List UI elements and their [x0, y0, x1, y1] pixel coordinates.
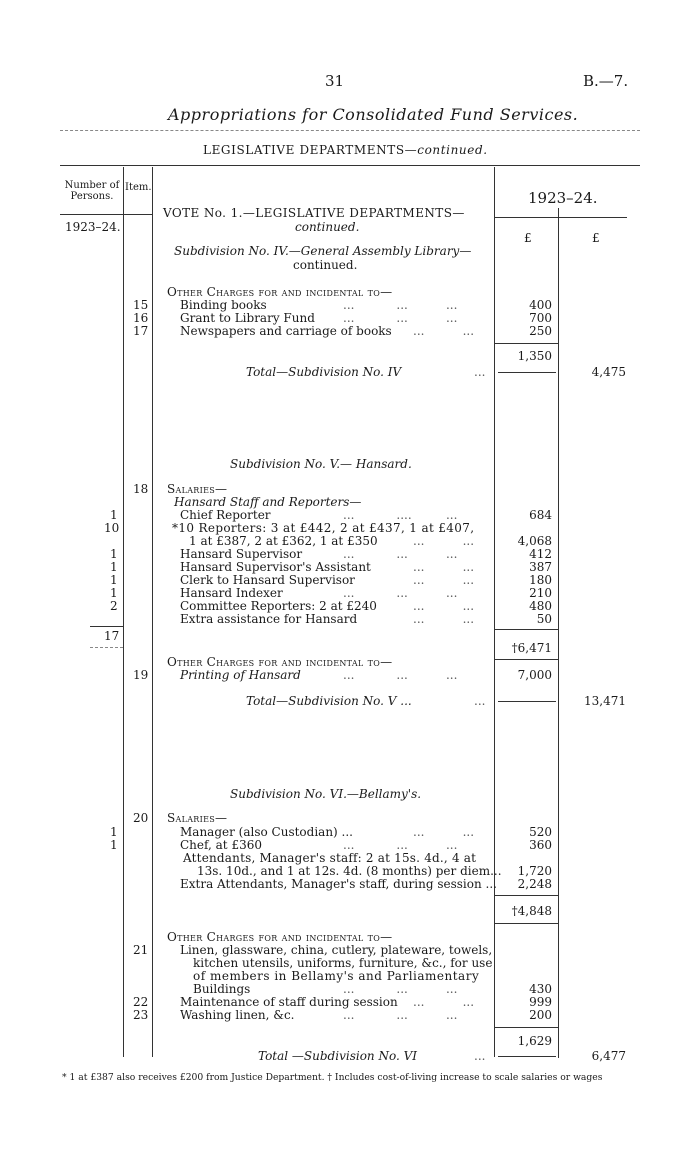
- leader-dots: ... ... ...: [343, 838, 458, 852]
- year-right-header: 1923–24.: [528, 189, 598, 207]
- year-header-rule: [494, 217, 627, 218]
- sub4-label-16: Grant to Library Fund: [180, 311, 315, 325]
- sub4-heading-cont: continued.: [293, 258, 358, 272]
- sub5-persons-assistant: 1: [110, 560, 118, 574]
- sub6-item23-label: Washing linen, &c.: [180, 1008, 295, 1022]
- sub6-total-rule: [498, 1056, 556, 1057]
- sub5-amount-committee: 480: [529, 599, 552, 613]
- leader-dots: ... ... ...: [343, 668, 458, 682]
- sub4-heading: Subdivision No. IV.—General Assembly Library—: [174, 244, 472, 258]
- leader-dots: ... .... ...: [343, 508, 458, 522]
- sub5-persons-indexer: 1: [110, 586, 118, 600]
- sub5-staff-heading: Hansard Staff and Reporters—: [174, 495, 362, 509]
- leader-dots: ... ...: [413, 599, 475, 613]
- sub5-sum-rule-2: [494, 659, 558, 660]
- sub5-persons-rule: [90, 626, 123, 627]
- pound-sign-2: £: [592, 231, 600, 245]
- sub6-item21-line-4: Buildings: [193, 982, 251, 996]
- footnote: * 1 at £387 also receives £200 from Justice Department. † Includes cost-of-living increase to scale salaries or wages: [62, 1072, 603, 1083]
- sub6-salaries-total: †4,848: [511, 904, 552, 918]
- sub6-label-attendants: Attendants, Manager's staff: 2 at 15s. 4d., 4 at: [183, 851, 477, 865]
- sub4-item-16: 16: [133, 311, 149, 325]
- sub5-persons-clerk: 1: [110, 573, 118, 587]
- sub5-persons-chief: 1: [110, 508, 118, 522]
- page-number: 31: [325, 72, 345, 90]
- sub6-amount-chef: 360: [529, 838, 552, 852]
- leader-dots: ... ... ...: [343, 298, 458, 312]
- leader-dots: ... ... ...: [343, 982, 458, 996]
- sub5-total-label: Total—Subdivision No. V ...: [246, 694, 412, 708]
- print-label: Printing of Hansard: [180, 668, 301, 682]
- sub5-persons-rule-2: [90, 647, 123, 648]
- leader-dots: ... ...: [413, 573, 475, 587]
- col-rule-amounts: [558, 208, 559, 1058]
- leader-dots: ... ... ...: [343, 586, 458, 600]
- sub5-label-assistant: Hansard Supervisor's Assistant: [180, 560, 371, 574]
- sub5-label-reporters-cont: 1 at £387, 2 at £362, 1 at £350: [189, 534, 378, 548]
- sub6-amount-manager: 520: [529, 825, 552, 839]
- sub6-item21-amount: 430: [529, 982, 552, 996]
- leader-dots: ... ... ...: [343, 547, 458, 561]
- sub6-item21-line-2: kitchen utensils, uniforms, furniture, &c., for use: [193, 956, 493, 970]
- sub5-persons-committee: 2: [110, 599, 118, 613]
- vote-title: VOTE No. 1.—LEGISLATIVE DEPARTMENTS—: [163, 206, 465, 220]
- sub6-persons-chef: 1: [110, 838, 118, 852]
- sub5-amount-chief: 684: [529, 508, 552, 522]
- sub6-amount-attendants: 1,720: [517, 864, 552, 878]
- sub6-item-20: 20: [133, 811, 149, 825]
- sub5-label-clerk: Clerk to Hansard Supervisor: [180, 573, 355, 587]
- item-header-rule: [123, 214, 152, 215]
- leader-dots: ... ...: [413, 324, 475, 338]
- sub5-sum-rule: [494, 629, 558, 630]
- sub6-item21-line-3: of members in Bellamy's and Parliamentary: [193, 969, 480, 983]
- sub5-label-reporters: *10 Reporters: 3 at £442, 2 at £437, 1 at £407,: [172, 521, 475, 535]
- sub6-item22-label: Maintenance of staff during session: [180, 995, 398, 1009]
- leader-dots: ... ...: [413, 534, 475, 548]
- sub6-total: 6,477: [591, 1049, 626, 1063]
- leader-dots: ...: [474, 694, 486, 708]
- sub6-persons-manager: 1: [110, 825, 118, 839]
- sub6-sum-rule-2: [494, 923, 558, 924]
- vote-continued: continued.: [295, 220, 360, 234]
- sub5-total-rule: [498, 701, 556, 702]
- sub4-label-17: Newspapers and carriage of books: [180, 324, 392, 338]
- document-code: B.—7.: [583, 72, 629, 90]
- sub4-item-17: 17: [133, 324, 149, 338]
- col-rule-item: [152, 167, 153, 1057]
- sub6-amount-extra: 2,248: [517, 877, 552, 891]
- sub6-item-21: 21: [133, 943, 149, 957]
- sub6-item22-amount: 999: [529, 995, 552, 1009]
- sub6-item-22: 22: [133, 995, 149, 1009]
- leader-dots: ... ... ...: [343, 311, 458, 325]
- sub5-item-19: 19: [133, 668, 149, 682]
- sub4-item-15: 15: [133, 298, 149, 312]
- sub6-sum-rule-3: [494, 1027, 558, 1028]
- leader-dots: ... ...: [413, 825, 475, 839]
- sub6-other-charges: Other Charges for and incidental to—: [167, 930, 393, 944]
- number-of-persons-header: Number of Persons.: [64, 180, 120, 202]
- sub5-total: 13,471: [584, 694, 626, 708]
- sub5-amount-reporters: 4,068: [517, 534, 552, 548]
- leader-dots: ...: [474, 1049, 486, 1063]
- sub4-total: 4,475: [591, 365, 626, 379]
- sub5-amount-supervisor: 412: [529, 547, 552, 561]
- sub5-amount-clerk: 180: [529, 573, 552, 587]
- leader-dots: ... ... ...: [343, 1008, 458, 1022]
- sub5-other-charges: Other Charges for and incidental to—: [167, 655, 393, 669]
- section-subtitle: [203, 144, 488, 157]
- sub4-sum-rule: [494, 343, 558, 344]
- pound-sign-1: £: [524, 231, 532, 245]
- leader-dots: ... ...: [413, 560, 475, 574]
- sub6-label-attendants-cont: 13s. 10d., and 1 at 12s. 4d. (8 months) per diem...: [197, 864, 502, 878]
- sub5-amount-extra: 50: [536, 612, 552, 626]
- sub5-persons-supervisor: 1: [110, 547, 118, 561]
- sub6-subtotal: 1,629: [517, 1034, 552, 1048]
- sub6-label-extra: Extra Attendants, Manager's staff, during session ...: [180, 877, 497, 891]
- sub5-print-amount: 7,000: [517, 668, 552, 682]
- sub5-label-extra: Extra assistance for Hansard: [180, 612, 358, 626]
- sub5-amount-indexer: 210: [529, 586, 552, 600]
- sub5-salaries-total: †6,471: [511, 641, 552, 655]
- sub6-heading: Subdivision No. VI.—Bellamy's.: [230, 787, 422, 801]
- sub5-label-supervisor: Hansard Supervisor: [180, 547, 303, 561]
- sub4-subtotal: 1,350: [517, 349, 552, 363]
- sub6-item-23: 23: [133, 1008, 149, 1022]
- leader-dots: ... ...: [413, 995, 475, 1009]
- sub4-total-label: Total—Subdivision No. IV: [246, 365, 402, 379]
- sub6-item23-amount: 200: [529, 1008, 552, 1022]
- sub5-persons-total: 17: [104, 629, 120, 643]
- header-rule: [60, 165, 640, 166]
- sub5-salaries: Salaries—: [167, 482, 228, 496]
- sub4-amount-17: 250: [529, 324, 552, 338]
- sub4-label-15: Binding books: [180, 298, 267, 312]
- sub4-total-rule: [498, 372, 556, 373]
- sub6-total-label: Total —Subdivision No. VI: [258, 1049, 418, 1063]
- col-rule-persons: [123, 167, 124, 1057]
- sub5-label-indexer: Hansard Indexer: [180, 586, 283, 600]
- sub6-label-chef: Chef, at £360: [180, 838, 262, 852]
- sub5-heading: Subdivision No. V.— Hansard.: [230, 457, 412, 471]
- sub5-label-committee: Committee Reporters: 2 at £240: [180, 599, 377, 613]
- subtitle-main: LEGISLATIVE DEPARTMENTS: [203, 143, 405, 157]
- sub4-other-charges: Other Charges for and incidental to—: [167, 285, 393, 299]
- persons-header-rule: [60, 214, 123, 215]
- sub5-amount-assistant: 387: [529, 560, 552, 574]
- title-rule: [60, 130, 640, 131]
- sub6-label-manager: Manager (also Custodian) ...: [180, 825, 353, 839]
- sub4-amount-15: 400: [529, 298, 552, 312]
- subtitle-continued: —continued.: [404, 143, 488, 157]
- leader-dots: ...: [474, 365, 486, 379]
- sub5-persons-reporters: 10: [104, 521, 120, 535]
- year-left-header: 1923–24.: [65, 220, 121, 234]
- sub6-sum-rule: [494, 895, 558, 896]
- item-header: Item.: [125, 182, 152, 193]
- sub5-print-label: [180, 669, 301, 682]
- main-title: Appropriations for Consolidated Fund Services.: [168, 105, 579, 124]
- sub5-label-chief: Chief Reporter: [180, 508, 271, 522]
- sub5-item-18: 18: [133, 482, 149, 496]
- leader-dots: ... ...: [413, 612, 475, 626]
- sub6-item21-line-1: Linen, glassware, china, cutlery, plateware, towels,: [180, 943, 493, 957]
- sub6-salaries: Salaries—: [167, 811, 228, 825]
- sub4-amount-16: 700: [529, 311, 552, 325]
